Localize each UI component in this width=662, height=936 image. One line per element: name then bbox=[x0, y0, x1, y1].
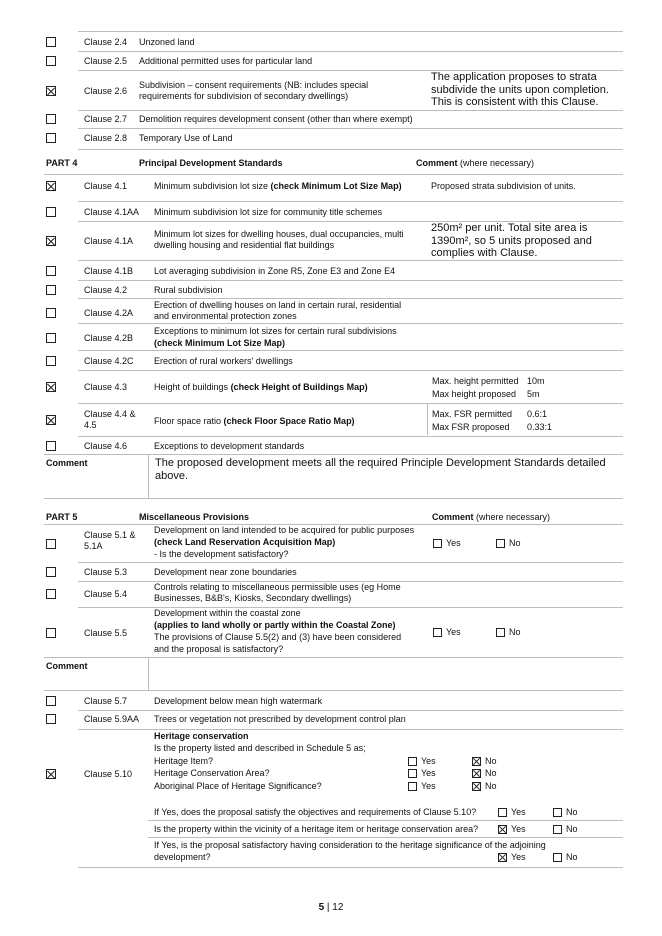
heritage-title: Heritage conservation bbox=[154, 731, 249, 741]
clause-description-zone: (applies to land wholly or partly within the Coastal Zone) bbox=[154, 620, 396, 630]
q1-no-checkbox[interactable] bbox=[553, 808, 562, 817]
clause-number: Clause 4.2A bbox=[84, 308, 134, 318]
q2-no-checkbox[interactable] bbox=[553, 825, 562, 834]
clause-description: Temporary Use of Land bbox=[139, 133, 233, 143]
yes-label: Yes bbox=[511, 852, 526, 862]
checkbox-clause-4-2c[interactable] bbox=[46, 356, 56, 366]
yes-label: Yes bbox=[421, 768, 436, 778]
clause-description: Development below mean high watermark bbox=[154, 696, 323, 706]
clause-number: Clause 4.4 & 4.5 bbox=[84, 409, 136, 430]
clause-description: Subdivision – consent requirements (NB: includes special requirements for subdivision of secondary dwellings) bbox=[139, 80, 369, 101]
checkbox-clause-4-3[interactable] bbox=[46, 382, 56, 392]
clause-description: Floor space ratio (check Floor Space Ratio Map) bbox=[154, 416, 355, 426]
heritage-question-1: If Yes, does the proposal satisfy the objectives and requirements of Clause 5.10? bbox=[154, 807, 477, 817]
no-label: No bbox=[509, 538, 521, 548]
part5-comment-header: Comment (where necessary) bbox=[432, 512, 551, 522]
clause-number: Clause 4.1 bbox=[84, 181, 128, 191]
clause-number: Clause 4.3 bbox=[84, 382, 128, 392]
heritage-question-2: Is the property within the vicinity of a heritage item or heritage conservation area? bbox=[154, 824, 479, 834]
clause-number: Clause 4.2 bbox=[84, 285, 128, 295]
checkbox-clause-5-1[interactable] bbox=[46, 539, 56, 549]
checkbox-clause-2-7[interactable] bbox=[46, 114, 56, 124]
clause-number: Clause 2.7 bbox=[84, 114, 128, 124]
fsr-proposed-label: Max FSR proposed bbox=[432, 422, 510, 432]
q3-yes-checkbox[interactable] bbox=[498, 853, 507, 862]
heritage-area-label: Heritage Conservation Area? bbox=[154, 768, 270, 778]
clause-description: Demolition requires development consent (other than where exempt) bbox=[139, 114, 413, 124]
checkbox-clause-5-7[interactable] bbox=[46, 696, 56, 706]
clause-description: Development within the coastal zone bbox=[154, 608, 301, 618]
clause-number: Clause 5.7 bbox=[84, 696, 128, 706]
q2-yes-checkbox[interactable] bbox=[498, 825, 507, 834]
clause-description: Controls relating to miscellaneous permissible uses (eg Home Businesses, B&B's, Kiosks, Secondary dwellings) bbox=[154, 582, 401, 603]
no-checkbox[interactable] bbox=[496, 628, 505, 637]
height-proposed-label: Max height proposed bbox=[432, 389, 517, 399]
checkbox-clause-2-5[interactable] bbox=[46, 56, 56, 66]
aboriginal-place-no[interactable] bbox=[472, 782, 481, 791]
heritage-question-3-cont: development? bbox=[154, 852, 211, 862]
clause-number: Clause 5.4 bbox=[84, 589, 128, 599]
checkbox-clause-4-2a[interactable] bbox=[46, 308, 56, 318]
checkbox-clause-2-4[interactable] bbox=[46, 37, 56, 47]
checkbox-clause-4-1a[interactable] bbox=[46, 236, 56, 246]
clause-description: Unzoned land bbox=[139, 37, 195, 47]
height-proposed-value: 5m bbox=[527, 389, 540, 399]
clause-description: Additional permitted uses for particular land bbox=[139, 56, 313, 66]
part4-comment-header: Comment (where necessary) bbox=[416, 158, 535, 168]
checkbox-clause-4-6[interactable] bbox=[46, 441, 56, 451]
part5-label: PART 5 bbox=[46, 512, 78, 522]
clause-number: Clause 4.1AA bbox=[84, 207, 140, 217]
part4-title: Principal Development Standards bbox=[139, 158, 283, 168]
height-permitted-label: Max. height permitted bbox=[432, 376, 519, 386]
clause-number: Clause 2.5 bbox=[84, 56, 128, 66]
fsr-permitted-value: 0.6:1 bbox=[527, 409, 548, 419]
yes-label: Yes bbox=[511, 824, 526, 834]
yes-label: Yes bbox=[511, 807, 526, 817]
checkbox-clause-5-3[interactable] bbox=[46, 567, 56, 577]
yes-label: Yes bbox=[446, 627, 461, 637]
clause-number: Clause 4.2C bbox=[84, 356, 134, 366]
clause-number: Clause 2.4 bbox=[84, 37, 128, 47]
yes-label: Yes bbox=[446, 538, 461, 548]
clause-description: Trees or vegetation not prescribed by development control plan bbox=[154, 714, 406, 724]
heritage-item-yes[interactable] bbox=[408, 757, 417, 766]
part4-comment-label: Comment bbox=[46, 458, 88, 468]
checkbox-clause-2-6[interactable] bbox=[46, 86, 56, 96]
clause-description: Minimum lot sizes for dwelling houses, dual occupancies, multi dwelling housing and residential flat buildings bbox=[154, 229, 404, 250]
clause-description: Erection of rural workers' dwellings bbox=[154, 356, 293, 366]
clause-description: Development on land intended to be acquired for public purposes bbox=[154, 525, 415, 535]
clause-description: Development near zone boundaries bbox=[154, 567, 297, 577]
no-label: No bbox=[566, 807, 578, 817]
clause-number: Clause 2.8 bbox=[84, 133, 128, 143]
checkbox-clause-5-4[interactable] bbox=[46, 589, 56, 599]
page-number: 5 | 12 bbox=[318, 902, 344, 913]
yes-checkbox[interactable] bbox=[433, 628, 442, 637]
checkbox-clause-5-10[interactable] bbox=[46, 769, 56, 779]
checkbox-clause-5-9aa[interactable] bbox=[46, 714, 56, 724]
yes-label: Yes bbox=[421, 781, 436, 791]
no-label: No bbox=[566, 824, 578, 834]
aboriginal-place-label: Aboriginal Place of Heritage Significance? bbox=[154, 781, 322, 791]
clause-question: - Is the development satisfactory? bbox=[154, 549, 289, 559]
checkbox-clause-4-1[interactable] bbox=[46, 181, 56, 191]
clause-description: Rural subdivision bbox=[154, 285, 223, 295]
clause-number: Clause 4.2B bbox=[84, 333, 134, 343]
checkbox-clause-4-1aa[interactable] bbox=[46, 207, 56, 217]
q3-no-checkbox[interactable] bbox=[553, 853, 562, 862]
clause-comment: The application proposes to strata subdivide the units upon completion. This is consistent with this Clause. bbox=[431, 71, 609, 108]
clause-number: Clause 5.10 bbox=[84, 769, 133, 779]
q1-yes-checkbox[interactable] bbox=[498, 808, 507, 817]
part4-comment-text: The proposed development meets all the required Principle Development Standards detailed above. bbox=[155, 457, 606, 482]
clause-description-map: (check Land Reservation Acquisition Map) bbox=[154, 537, 336, 547]
clause-comment: Proposed strata subdivision of units. bbox=[431, 181, 576, 191]
checkbox-clause-4-2[interactable] bbox=[46, 285, 56, 295]
aboriginal-place-yes[interactable] bbox=[408, 782, 417, 791]
height-permitted-value: 10m bbox=[527, 376, 545, 386]
checkbox-clause-4-1b[interactable] bbox=[46, 266, 56, 276]
no-label: No bbox=[509, 627, 521, 637]
no-label: No bbox=[485, 756, 497, 766]
clause-number: Clause 5.5 bbox=[84, 628, 128, 638]
clause-description: Exceptions to development standards bbox=[154, 441, 305, 451]
heritage-area-yes[interactable] bbox=[408, 769, 417, 778]
clause-number: Clause 5.1 & 5.1A bbox=[84, 530, 136, 551]
checkbox-clause-2-8[interactable] bbox=[46, 133, 56, 143]
clause-description: Minimum subdivision lot size for community title schemes bbox=[154, 207, 383, 217]
heritage-item-no[interactable] bbox=[472, 757, 481, 766]
clause-description: Exceptions to minimum lot sizes for certain rural subdivisions bbox=[154, 326, 397, 336]
fsr-proposed-value: 0.33:1 bbox=[527, 422, 553, 432]
heritage-item-label: Heritage Item? bbox=[154, 756, 214, 766]
no-checkbox[interactable] bbox=[496, 539, 505, 548]
yes-label: Yes bbox=[421, 756, 436, 766]
no-label: No bbox=[485, 781, 497, 791]
clause-number: Clause 5.9AA bbox=[84, 714, 140, 724]
part4-label: PART 4 bbox=[46, 158, 78, 168]
part5-comment-label: Comment bbox=[46, 661, 88, 671]
clause-number: Clause 2.6 bbox=[84, 86, 128, 96]
clause-description: Erection of dwelling houses on land in certain rural, residential and environmental protection zones bbox=[154, 300, 402, 321]
heritage-intro: Is the property listed and described in Schedule 5 as; bbox=[154, 743, 366, 753]
heritage-question-3: If Yes, is the proposal satisfactory having consideration to the heritage significance of the adjoining bbox=[154, 840, 546, 850]
clause-number: Clause 4.1A bbox=[84, 236, 134, 246]
clause-number: Clause 4.6 bbox=[84, 441, 128, 451]
part5-title: Miscellaneous Provisions bbox=[139, 512, 250, 522]
clause-number: Clause 5.3 bbox=[84, 567, 128, 577]
clause-description-map: (check Minimum Lot Size Map) bbox=[154, 338, 286, 348]
clause-description: Height of buildings (check Height of Buildings Map) bbox=[154, 382, 368, 392]
clause-comment: 250m² per unit. Total site area is 1390m², so 5 units proposed and complies with Clause. bbox=[431, 222, 592, 259]
heritage-area-no[interactable] bbox=[472, 769, 481, 778]
clause-question: The provisions of Clause 5.5(2) and (3) have been considered bbox=[154, 632, 402, 642]
no-label: No bbox=[485, 768, 497, 778]
checkbox-clause-4-2b[interactable] bbox=[46, 333, 56, 343]
checkbox-clause-4-4[interactable] bbox=[46, 415, 56, 425]
fsr-permitted-label: Max. FSR permitted bbox=[432, 409, 513, 419]
no-label: No bbox=[566, 852, 578, 862]
clause-number: Clause 4.1B bbox=[84, 266, 134, 276]
clause-description: Lot averaging subdivision in Zone R5, Zone E3 and Zone E4 bbox=[154, 266, 396, 276]
checkbox-clause-5-5[interactable] bbox=[46, 628, 56, 638]
clause-question-cont: and the proposal is satisfactory? bbox=[154, 644, 284, 654]
clause-description: Minimum subdivision lot size (check Minimum Lot Size Map) bbox=[154, 181, 402, 191]
yes-checkbox[interactable] bbox=[433, 539, 442, 548]
